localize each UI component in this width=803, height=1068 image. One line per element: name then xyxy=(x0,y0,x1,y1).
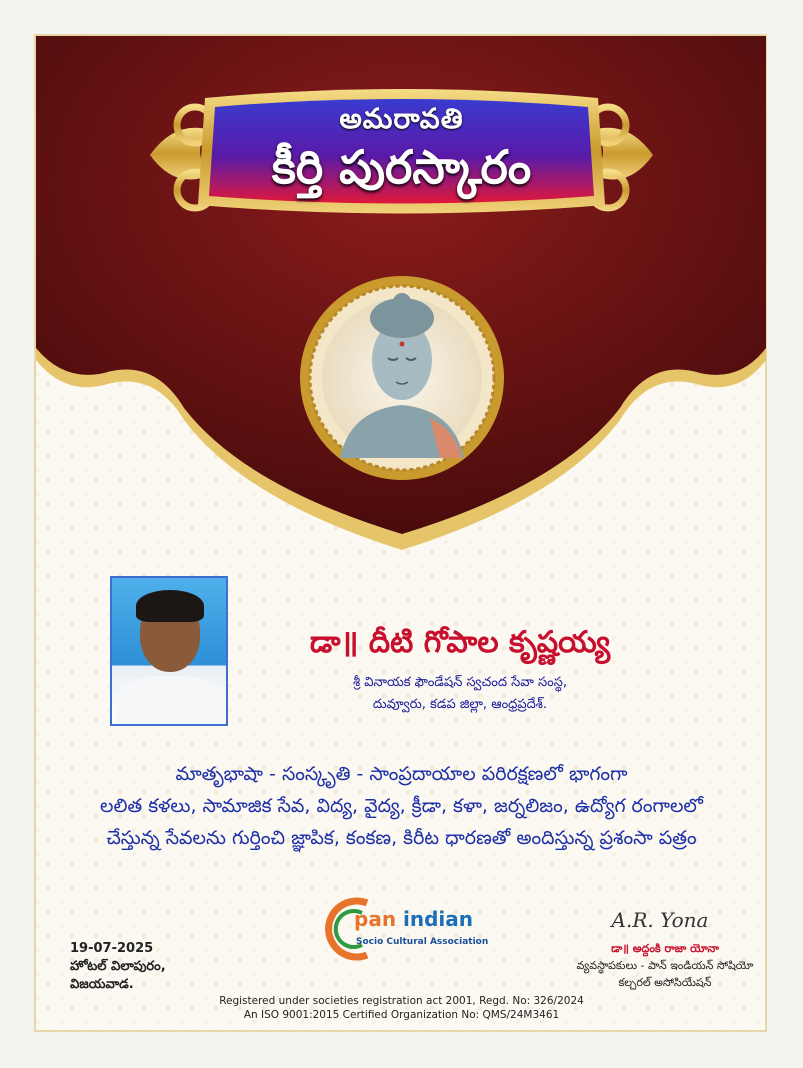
event-venue: హోటల్ విలాపురం, xyxy=(70,959,166,974)
signature: A.R. Yona xyxy=(611,908,709,932)
logo-tagline: Socio Cultural Association xyxy=(356,937,489,947)
signatory-name: డా॥ అద్దంకి రాజా యోనా xyxy=(611,942,719,955)
footer-iso: An ISO 9001:2015 Certified Organization No: QMS/24M3461 xyxy=(243,1009,560,1021)
signatory-role-2: కల్చరల్ అసోసియేషన్ xyxy=(618,976,712,989)
banner-main-title: కీర్తి పురస్కారం xyxy=(271,140,532,194)
recipient-organization: శ్రీ వినాయక ఫౌండేషన్ స్వచంద సేవా సంస్థ, xyxy=(352,675,568,690)
signatory-role-1: వ్యవస్థాపకులు - పాన్ ఇండియన్ సోషియో xyxy=(576,959,754,972)
event-details xyxy=(70,940,166,994)
organization-logo xyxy=(322,893,492,965)
citation-line-3: చేస్తున్న సేవలను గుర్తించి జ్ఞాపిక, కంకణ, కిరీట ధారణతో అందిస్తున్న ప్రశంసా పత్రం xyxy=(106,827,697,849)
logo-brand-part2: indian xyxy=(403,907,474,931)
signatory-block xyxy=(570,908,760,991)
event-city: విజయవాడ. xyxy=(70,977,134,992)
event-date: 19-07-2025 xyxy=(70,941,154,956)
recipient-photo xyxy=(110,576,228,726)
recipient-address: దువ్వూరు, కడప జిల్లా, ఆంధ్రప్రదేశ్. xyxy=(372,697,548,712)
citation-line-2: లలిత కళలు, సామాజిక సేవ, విద్య, వైద్య, క్రీడా, కళా, జర్నలిజం, ఉద్యోగ రంగాలలో xyxy=(100,795,703,817)
footer-registration: Registered under societies registration act 2001, Regd. No: 326/2024 xyxy=(219,995,584,1007)
citation-line-1: మాతృభాషా - సంస్కృతి - సాంప్రదాయాల పరిరక్షణలో భాగంగా xyxy=(175,763,628,785)
logo-brand-part1: pan xyxy=(354,907,404,931)
banner-small-title: అమరావతి xyxy=(339,102,464,135)
recipient-name: డా॥ దీటి గోపాల కృష్ణయ్య xyxy=(309,625,611,660)
